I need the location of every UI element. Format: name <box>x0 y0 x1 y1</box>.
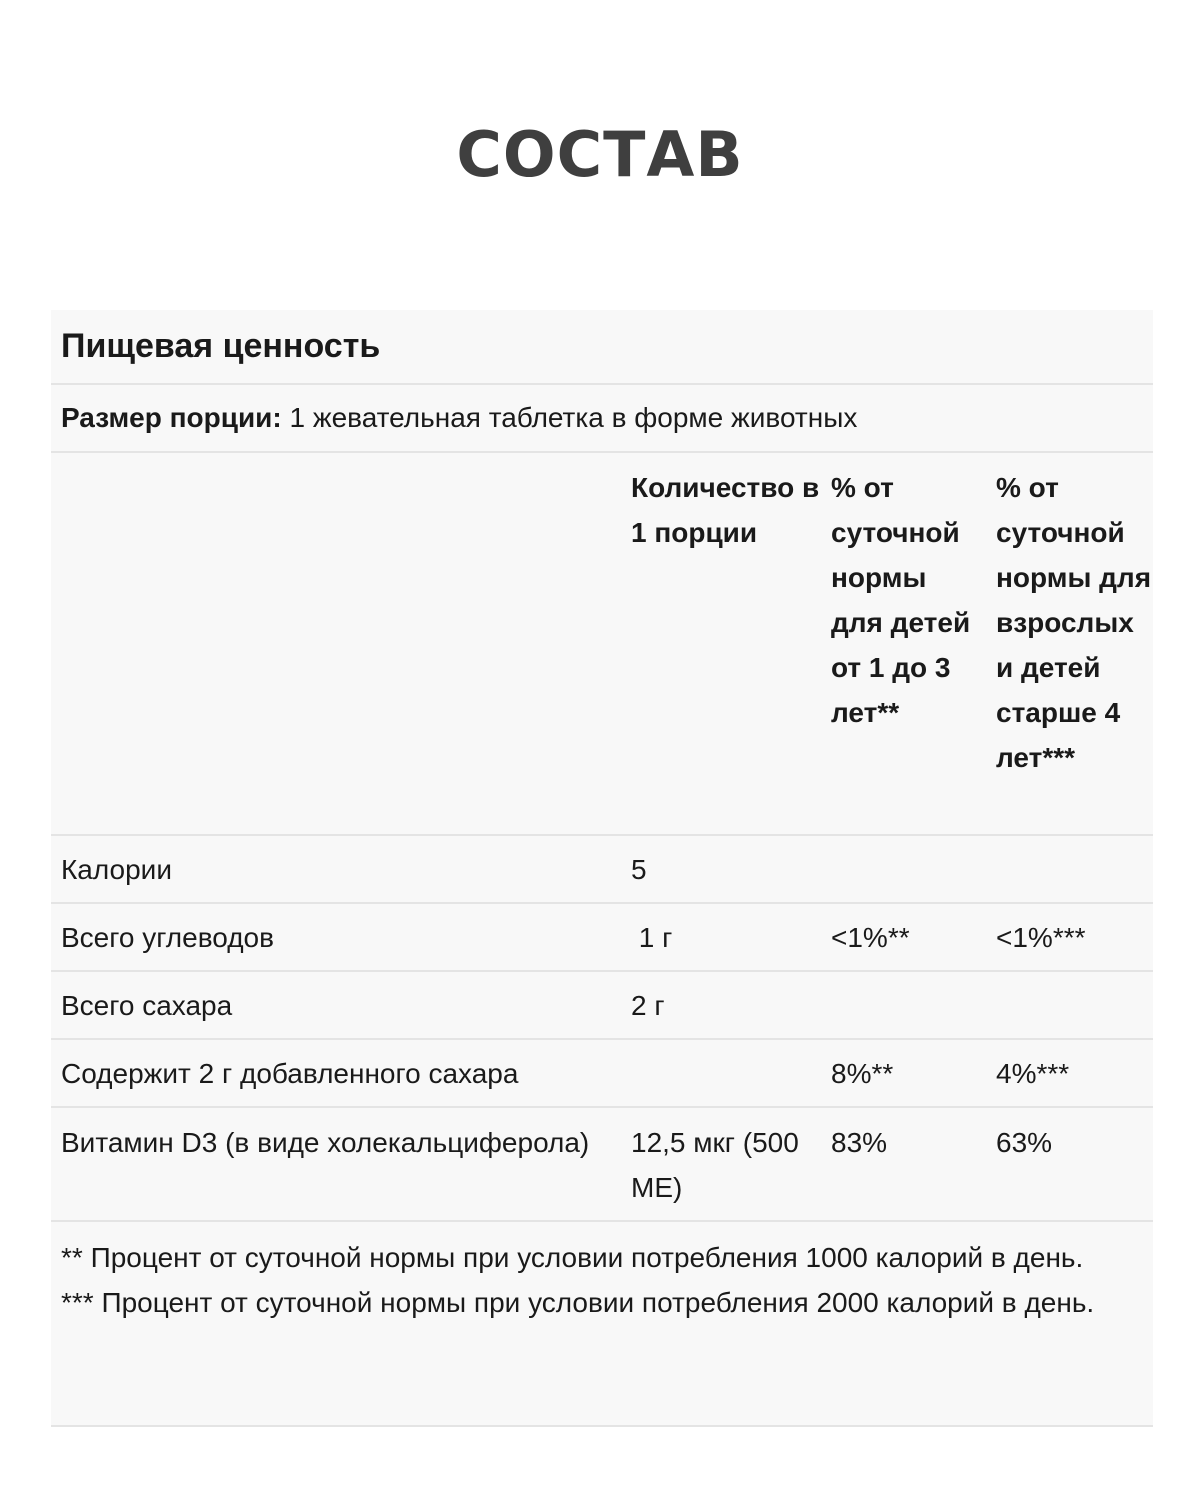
nutrient-pct-adults: 4%*** <box>996 1057 1070 1089</box>
nutrient-name: Содержит 2 г добавленного сахара <box>61 1057 519 1089</box>
column-header-amount: Количество в 1 порции <box>631 472 820 548</box>
column-header-row <box>51 453 1153 836</box>
serving-size <box>51 385 1153 453</box>
table-row <box>51 972 1153 1040</box>
nutrient-pct-children: <1%** <box>831 921 910 953</box>
nutrient-name: Витамин D3 (в виде холекальциферола) <box>61 1127 590 1158</box>
nutrient-pct-children: 83% <box>831 1127 888 1158</box>
nutrient-amount: 1 г <box>631 921 673 953</box>
table-row <box>51 1040 1153 1108</box>
footnotes <box>51 1222 1153 1427</box>
nutrient-pct-adults: 63% <box>996 1127 1053 1158</box>
footnote: *** Процент от суточной нормы при условии потребления 2000 калорий в день. <box>61 1287 1095 1318</box>
nutrient-name: Всего углеводов <box>61 921 275 953</box>
footnote: ** Процент от суточной нормы при условии потребления 1000 калорий в день. <box>61 1242 1084 1273</box>
nutrient-pct-adults: <1%*** <box>996 921 1086 953</box>
nutrient-pct-children: 8%** <box>831 1057 894 1089</box>
nutrient-amount: 12,5 мкг (500 МЕ) <box>631 1127 799 1203</box>
nutrient-name: Калории <box>61 853 172 885</box>
column-header-pct-children: % от суточной нормы для детей от 1 до 3 лет** <box>831 472 971 728</box>
column-header-pct-adults: % от суточной нормы для взрослых и детей старше 4 лет*** <box>996 472 1152 773</box>
column-header-nutrient <box>51 465 621 834</box>
table-row <box>51 836 1153 904</box>
serving-size-label: Размер порции: <box>61 402 282 433</box>
table-row <box>51 1108 1153 1222</box>
table-row <box>51 904 1153 972</box>
nutrient-amount: 5 <box>631 853 647 885</box>
page-title: СОСТАВ <box>456 118 744 191</box>
nutrient-name: Всего сахара <box>61 989 233 1021</box>
nutrition-facts-table <box>51 310 1153 1427</box>
facts-header: Пищевая ценность <box>51 310 1153 385</box>
serving-size-value: 1 жевательная таблетка в форме животных <box>289 402 858 433</box>
nutrient-amount: 2 г <box>631 989 665 1021</box>
